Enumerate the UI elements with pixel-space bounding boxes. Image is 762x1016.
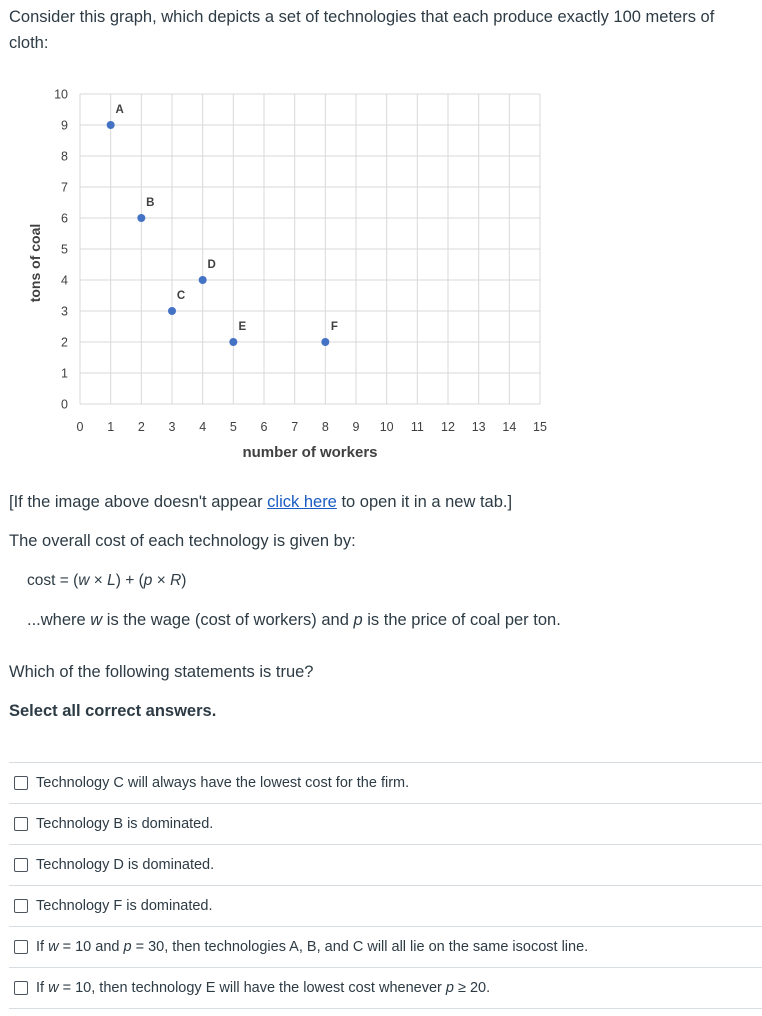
which-question: Which of the following statements is true? bbox=[9, 663, 314, 681]
formula-times-2: × bbox=[152, 572, 171, 589]
point-label-c: C bbox=[176, 290, 186, 302]
y-tick-label: 2 bbox=[61, 335, 68, 350]
where-part-3: is the price of coal per ton. bbox=[362, 611, 561, 629]
y-tick-label: 3 bbox=[61, 304, 68, 319]
y-tick-label: 0 bbox=[61, 397, 68, 412]
answer-option-5[interactable] bbox=[9, 927, 762, 968]
chart-svg bbox=[22, 82, 562, 467]
answer-text-part: If bbox=[36, 939, 49, 955]
x-tick-label: 3 bbox=[168, 420, 176, 434]
image-note bbox=[9, 491, 512, 513]
production-chart bbox=[22, 82, 562, 467]
answer-option-1[interactable] bbox=[9, 763, 762, 804]
answer-option-2[interactable] bbox=[9, 804, 762, 845]
answer-text bbox=[36, 939, 588, 955]
answer-option-4[interactable] bbox=[9, 886, 762, 927]
answer-text-part: ≥ 20. bbox=[453, 980, 491, 996]
answer-list bbox=[9, 762, 762, 1009]
answer-text-part: If bbox=[36, 980, 49, 996]
where-part-1: ...where bbox=[27, 611, 91, 629]
answer-text bbox=[36, 980, 490, 996]
data-point-b bbox=[137, 214, 145, 222]
x-tick-label: 2 bbox=[137, 420, 145, 434]
x-tick-label: 13 bbox=[471, 420, 486, 434]
answer-var-w: w bbox=[48, 980, 59, 996]
formula-mid: ) + ( bbox=[115, 572, 144, 589]
data-point-c bbox=[168, 307, 176, 315]
y-tick-label: 10 bbox=[54, 87, 68, 102]
checkbox[interactable] bbox=[14, 940, 28, 954]
answer-text: Technology F is dominated. bbox=[36, 898, 213, 914]
cost-intro: The overall cost of each technology is given by: bbox=[9, 532, 356, 550]
x-tick-label: 14 bbox=[502, 420, 517, 434]
answer-var-p: p bbox=[123, 939, 132, 955]
y-tick-label: 7 bbox=[61, 180, 68, 195]
formula-suffix: ) bbox=[181, 572, 187, 589]
x-tick-label: 9 bbox=[352, 420, 360, 434]
y-tick-label: 4 bbox=[61, 273, 68, 288]
where-part-2: is the wage (cost of workers) and bbox=[102, 611, 354, 629]
data-point-f bbox=[321, 338, 329, 346]
formula-w: w bbox=[78, 572, 90, 589]
x-tick-label: 4 bbox=[199, 420, 207, 434]
answer-option-6[interactable] bbox=[9, 968, 762, 1009]
answer-text-part: = 30, then technologies A, B, and C will all lie on the same isocost line. bbox=[131, 939, 589, 955]
x-tick-label: 10 bbox=[379, 420, 394, 434]
formula-r: R bbox=[170, 572, 182, 589]
x-tick-label: 11 bbox=[410, 420, 424, 434]
checkbox[interactable] bbox=[14, 858, 28, 872]
x-tick-label: 15 bbox=[533, 420, 547, 434]
where-p: p bbox=[353, 611, 363, 629]
x-tick-label: 5 bbox=[229, 420, 237, 434]
point-label-d: D bbox=[207, 259, 216, 271]
x-tick-label: 1 bbox=[107, 420, 115, 434]
x-tick-label: 8 bbox=[321, 420, 329, 434]
checkbox[interactable] bbox=[14, 817, 28, 831]
question-prompt: Consider this graph, which depicts a set of technologies that each produce exactly 100 meters of cloth: bbox=[9, 8, 715, 52]
answer-var-p: p bbox=[445, 980, 454, 996]
checkbox[interactable] bbox=[14, 981, 28, 995]
image-note-before: [If the image above doesn't appear bbox=[9, 493, 268, 511]
cost-formula bbox=[27, 570, 186, 592]
select-all-instruction: Select all correct answers. bbox=[9, 702, 217, 720]
formula-prefix: cost = ( bbox=[27, 572, 79, 589]
image-note-after: to open it in a new tab.] bbox=[336, 493, 513, 511]
formula-p: p bbox=[143, 572, 153, 589]
answer-option-3[interactable] bbox=[9, 845, 762, 886]
y-tick-label: 5 bbox=[61, 242, 68, 257]
y-tick-label: 8 bbox=[61, 149, 68, 164]
data-point-d bbox=[199, 276, 207, 284]
point-label-b: B bbox=[146, 197, 155, 209]
checkbox[interactable] bbox=[14, 776, 28, 790]
where-w: w bbox=[90, 611, 103, 629]
y-tick-label: 1 bbox=[61, 366, 68, 381]
point-label-a: A bbox=[115, 104, 124, 116]
answer-text-part: = 10 and bbox=[58, 939, 124, 955]
point-label-f: F bbox=[330, 321, 338, 333]
answer-text: Technology C will always have the lowest cost for the firm. bbox=[36, 775, 410, 791]
where-text bbox=[27, 609, 561, 631]
answer-text: Technology B is dominated. bbox=[36, 816, 214, 832]
y-tick-label: 9 bbox=[61, 118, 68, 133]
x-tick-label: 7 bbox=[291, 420, 299, 434]
open-image-link[interactable]: click here bbox=[267, 493, 337, 511]
x-tick-label: 12 bbox=[441, 420, 455, 434]
y-axis-title: tons of coal bbox=[27, 223, 43, 303]
answer-text-part: = 10, then technology E will have the lowest cost whenever bbox=[58, 980, 446, 996]
checkbox[interactable] bbox=[14, 899, 28, 913]
point-label-e: E bbox=[238, 321, 247, 333]
x-tick-label: 6 bbox=[260, 420, 268, 434]
answer-var-w: w bbox=[48, 939, 59, 955]
x-axis-title: number of workers bbox=[242, 444, 378, 461]
data-point-e bbox=[229, 338, 237, 346]
formula-l: L bbox=[107, 572, 116, 589]
answer-text: Technology D is dominated. bbox=[36, 857, 215, 873]
y-tick-label: 6 bbox=[61, 211, 68, 226]
x-tick-label: 0 bbox=[76, 420, 84, 434]
data-point-a bbox=[107, 121, 115, 129]
formula-times-1: × bbox=[89, 572, 108, 589]
